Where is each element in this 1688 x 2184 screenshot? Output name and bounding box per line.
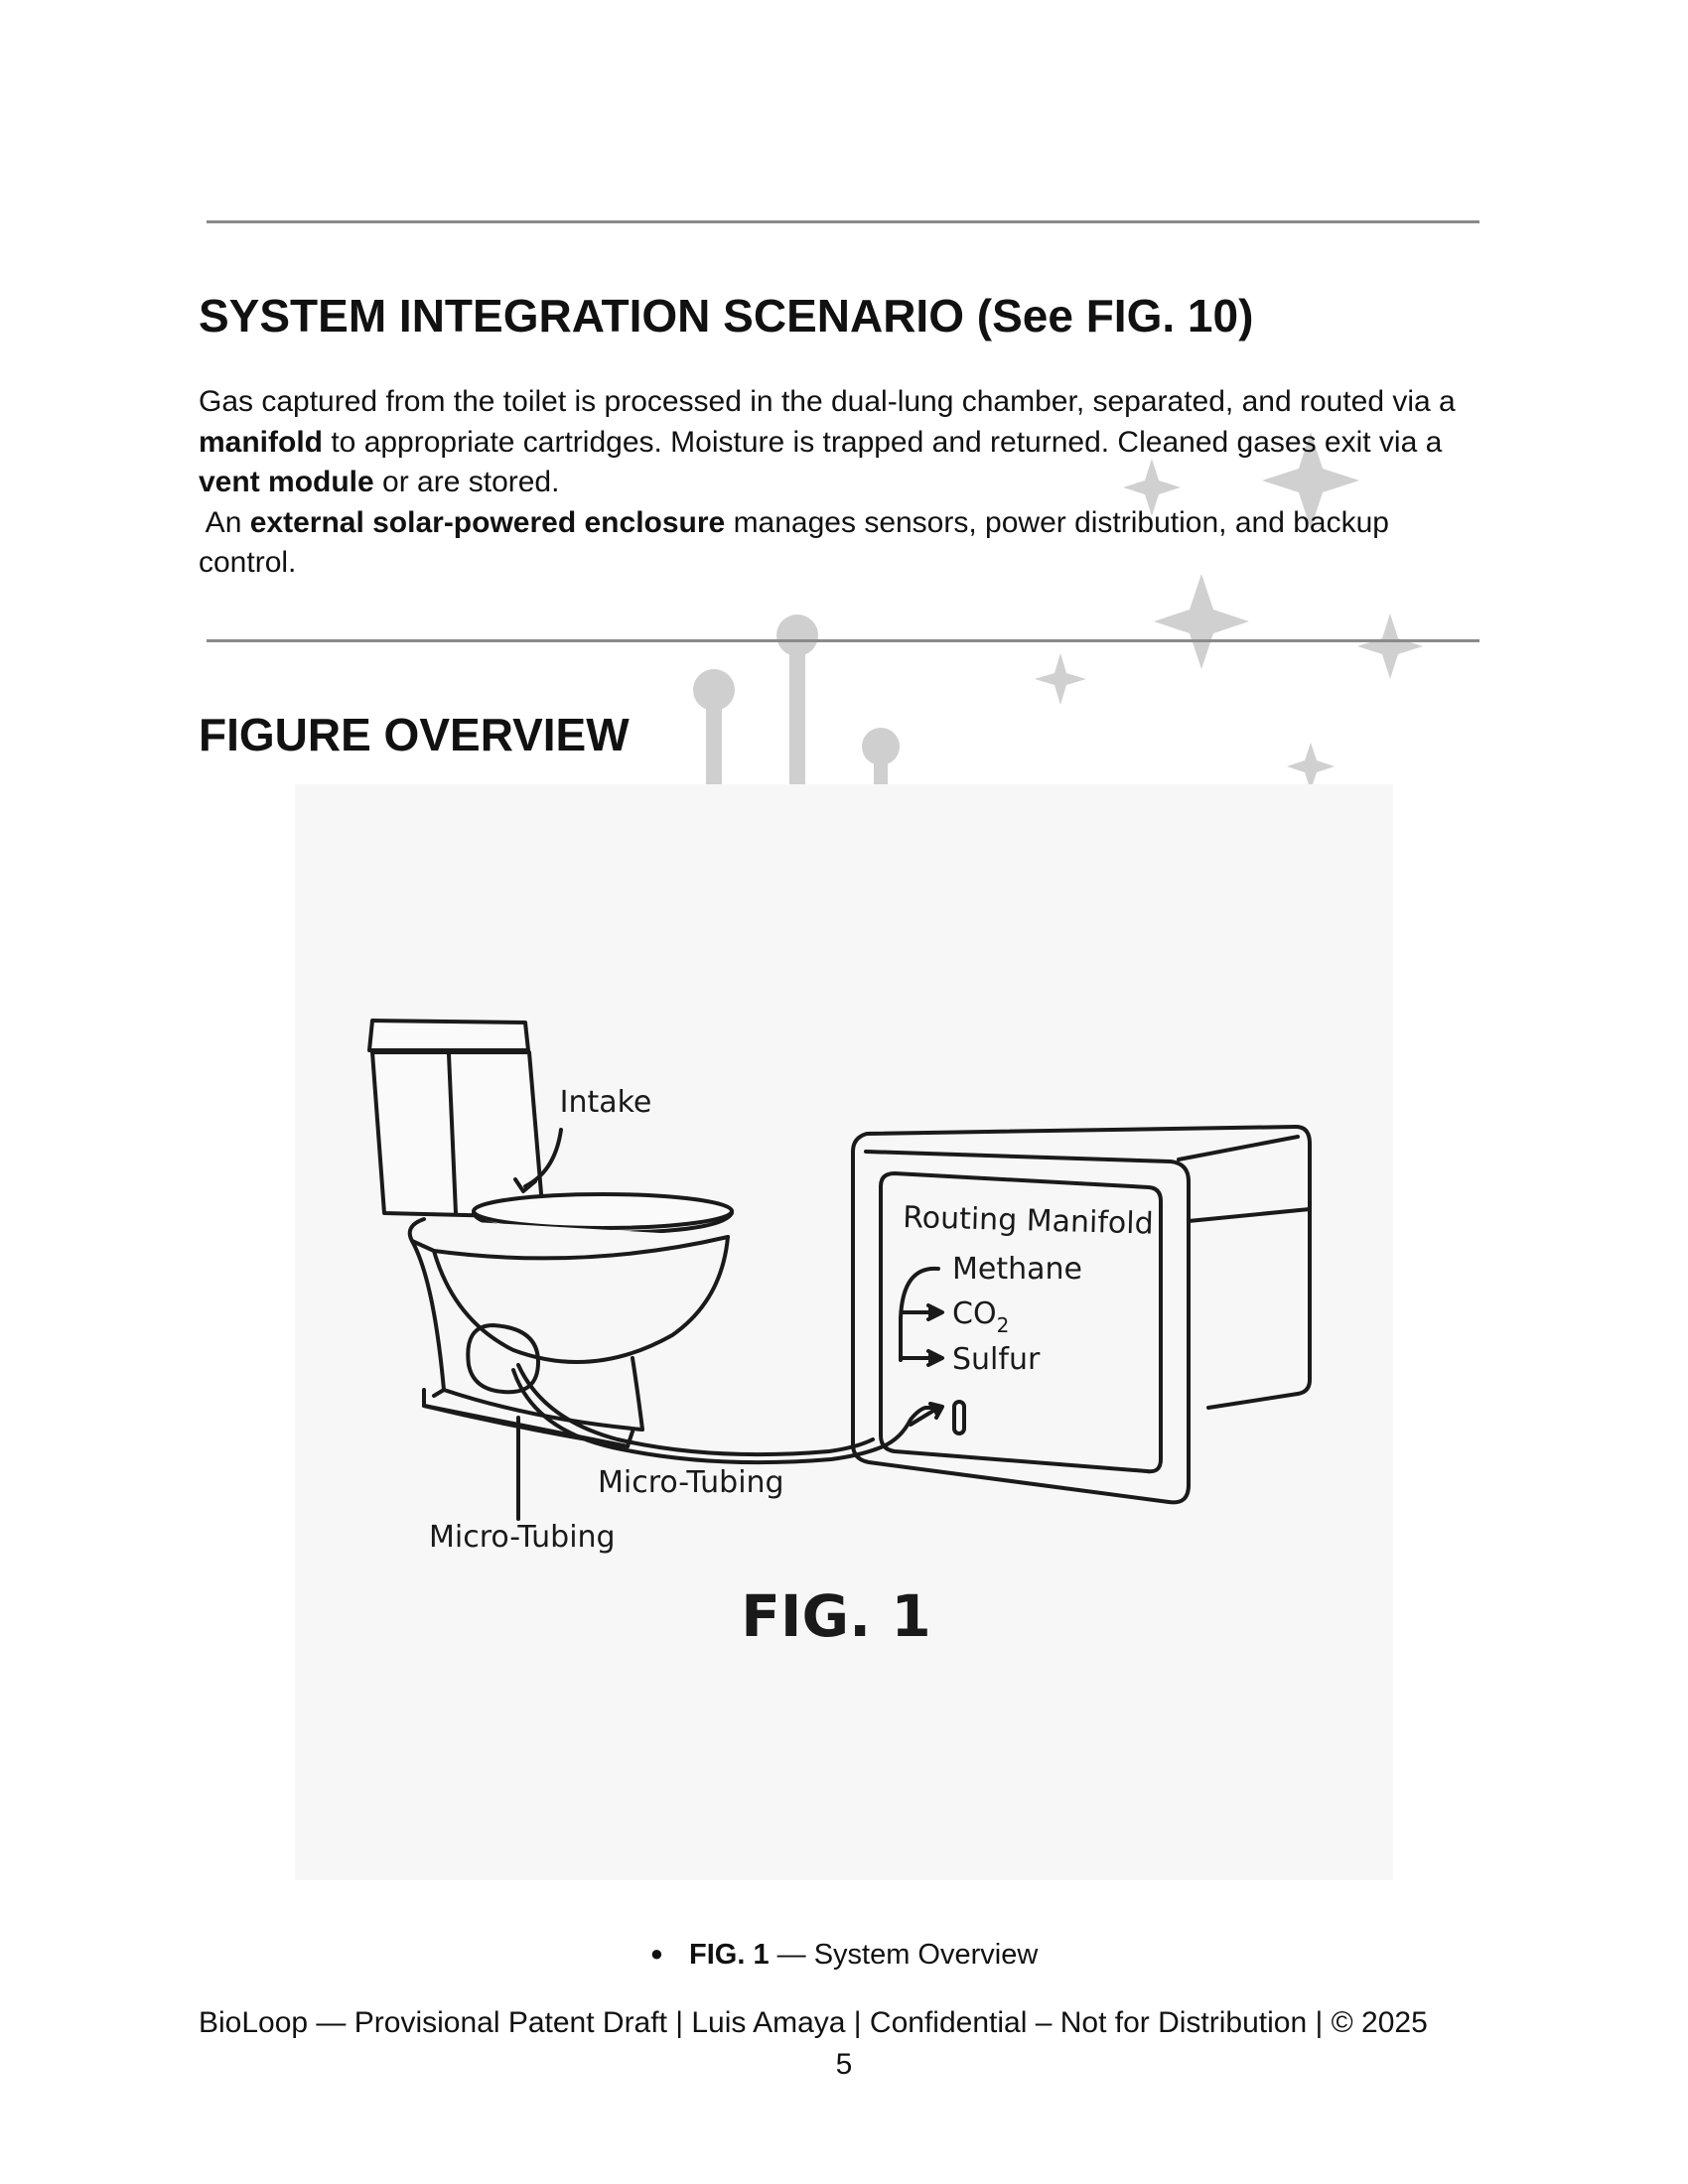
figure-1-image (295, 784, 1393, 1880)
intake-label: Intake (559, 1085, 652, 1120)
figure-1-drawing (295, 784, 1393, 1880)
bold-term-vent-module: vent module (199, 466, 374, 498)
methane-label: Methane (952, 1252, 1082, 1287)
section-heading-figure-overview: FIGURE OVERVIEW (199, 709, 630, 760)
co2-label: $CO_2$ (952, 1297, 1010, 1337)
sulfur-label: Sulfur (952, 1342, 1041, 1377)
page-number: 5 (835, 2048, 853, 2081)
bullet-icon: ● (649, 1941, 663, 1966)
system-integration-paragraph (199, 382, 1489, 584)
bold-term-manifold: manifold (199, 425, 323, 459)
fig-1-label: FIG. 1 (741, 1582, 931, 1650)
page-footer: BioLoop — Provisional Patent Draft | Luis Amaya | Confidential – Not for Distribution | © 2025 (199, 2006, 1428, 2039)
paragraph-line-2: An external solar-powered enclosure manages sensors, power distribution, and backup control. (199, 505, 1389, 579)
caption-text: — System Overview (769, 1939, 1039, 1971)
routing-manifold-label: Routing Manifold (902, 1200, 1155, 1242)
micro-tubing-label-center: Micro-Tubing (598, 1465, 784, 1500)
paragraph-line-1: Gas captured from the toilet is processed in the dual-lung chamber, separated, and routed via a manifold to appropriate cartridges. Moisture is trapped and returned. Cleaned gases exit via a vent module or are stored. (199, 385, 1456, 498)
caption-fig-ref: FIG. 1 (689, 1939, 770, 1971)
micro-tubing-label-left: Micro-Tubing (429, 1520, 616, 1555)
middle-divider (207, 639, 1479, 642)
bold-term-enclosure: external solar-powered enclosure (249, 505, 726, 539)
section-heading-system-integration: SYSTEM INTEGRATION SCENARIO (See FIG. 10) (199, 290, 1254, 341)
figure-caption (0, 1939, 1688, 1972)
top-divider (207, 220, 1479, 223)
